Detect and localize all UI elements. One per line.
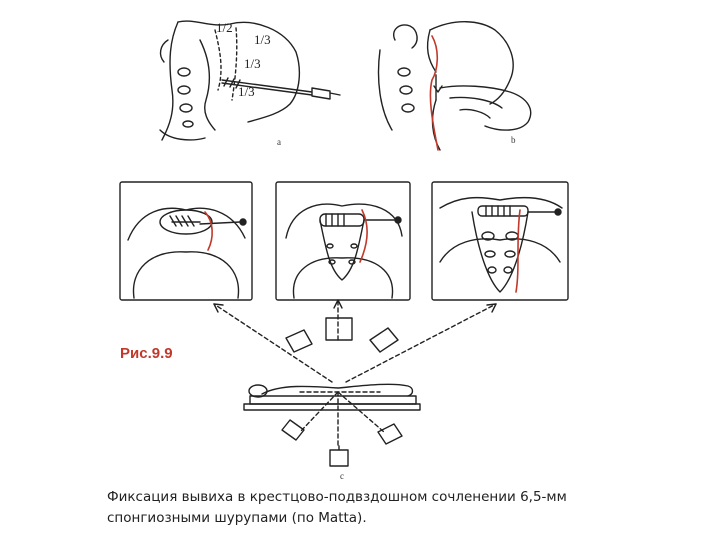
panel-inlet-view [120,182,252,300]
panel-c-label: c [340,471,344,481]
figure-title: Рис.9.9 [120,345,173,362]
joint-line-red-b [430,36,438,150]
fraction-label-3: 1/3 [244,56,261,71]
panel-a-label: a [277,137,281,147]
panel-b-drawing [379,22,531,150]
panel-a-drawing [160,21,340,140]
panel-ap-view [432,182,568,300]
fraction-label-1: 1/2 [216,20,233,35]
fraction-label-4: 1/3 [238,84,255,99]
panel-b-label: b [511,135,516,145]
panel-outlet-view [276,182,410,300]
figure-caption: Фиксация вывиха в крестцово-подвздошном сочленении 6,5-мм спонгиозными шурупами (по Matta). [107,489,567,526]
panel-c-drawing [214,300,496,466]
fraction-label-2: 1/3 [254,32,271,47]
